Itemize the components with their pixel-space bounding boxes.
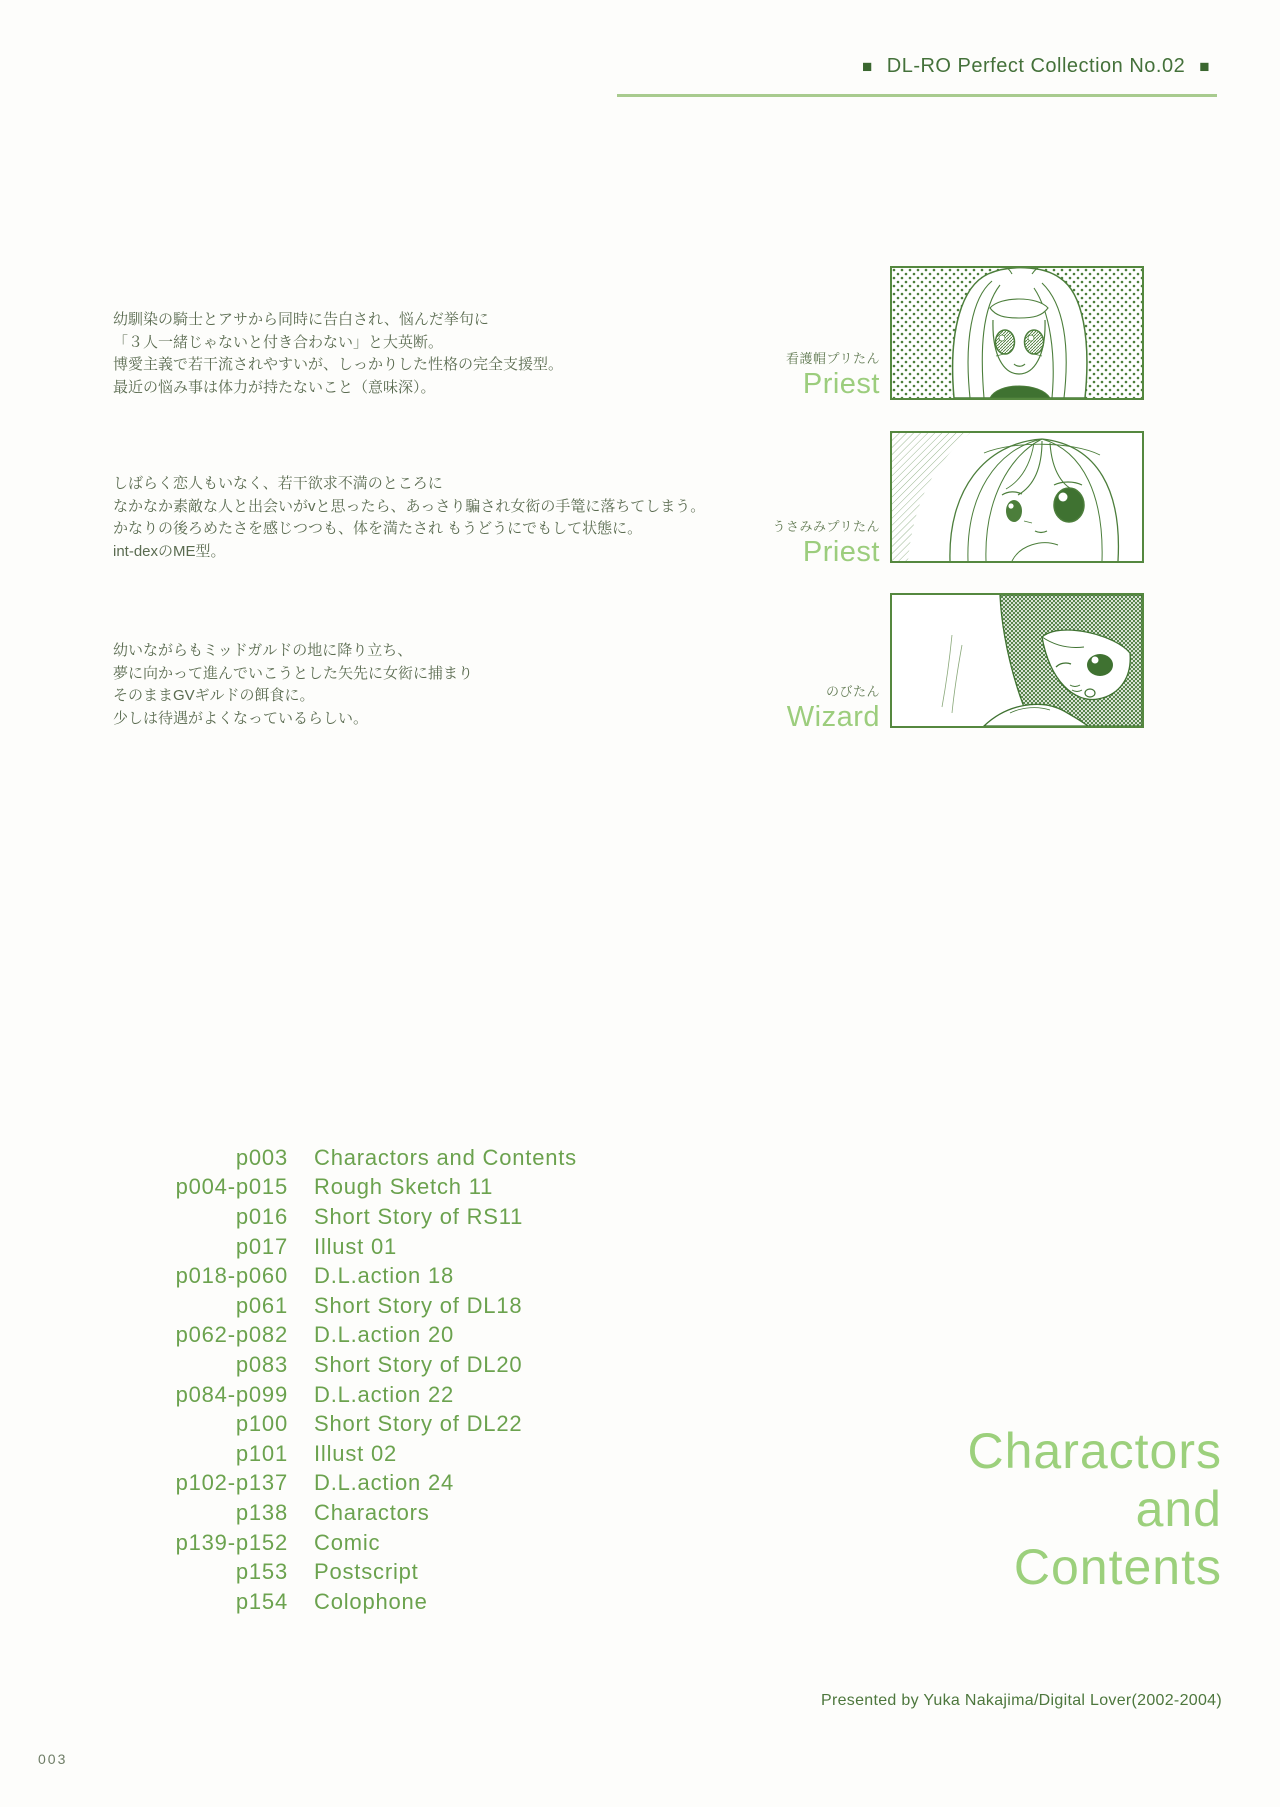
toc-pages: p153 — [235, 1559, 288, 1585]
toc-title: Rough Sketch 11 — [314, 1174, 494, 1200]
toc-title: Short Story of RS11 — [314, 1203, 524, 1229]
toc-title: Postscript — [314, 1559, 419, 1585]
character-2-label — [773, 516, 880, 567]
character-3-label — [787, 681, 880, 732]
anime-girl-halftone-sketch — [892, 268, 1142, 398]
toc-pages: p003 — [235, 1144, 288, 1170]
toc-title: Charactors and Contents — [314, 1144, 577, 1170]
character-class: Priest — [802, 536, 880, 568]
toc-row — [110, 1261, 577, 1291]
toc-pages: p101 — [235, 1440, 288, 1466]
toc-pages: p138 — [235, 1499, 288, 1525]
character-class: Priest — [802, 368, 880, 400]
toc-row — [110, 1557, 577, 1587]
page-number: 003 — [38, 1751, 68, 1767]
toc-pages: p100 — [235, 1411, 288, 1437]
toc-pages: p016 — [235, 1203, 288, 1229]
character-nickname: うさみみプリたん — [772, 519, 880, 534]
toc-pages: p004-p015 — [175, 1174, 288, 1200]
toc-pages: p017 — [235, 1233, 288, 1259]
toc-title: Illust 02 — [314, 1440, 398, 1466]
description-line: int-dexのME型。 — [113, 542, 226, 560]
character-2-description — [113, 473, 793, 563]
toc-pages: p154 — [235, 1588, 288, 1614]
section-title — [967, 1422, 1222, 1596]
anime-girl-halftone-sketch — [892, 433, 1142, 561]
header-divider — [617, 94, 1217, 97]
toc-row — [110, 1528, 577, 1558]
character-nickname: のびたん — [825, 684, 880, 699]
description-line: 幼いながらもミッドガルドの地に降り立ち、 — [113, 642, 413, 659]
page-header — [862, 55, 1210, 78]
table-of-contents — [110, 1143, 577, 1617]
toc-pages: p139-p152 — [175, 1529, 288, 1555]
description-line: 「３人一緒じゃないと付き合わない」と大英断。 — [113, 333, 444, 351]
toc-title: Short Story of DL22 — [314, 1411, 523, 1437]
toc-pages: p062-p082 — [175, 1322, 288, 1348]
toc-row — [110, 1498, 577, 1528]
credit-line: Presented by Yuka Nakajima/Digital Lover(2002-2004) — [820, 1692, 1222, 1709]
toc-row — [110, 1409, 577, 1439]
description-line: 最近の悩み事は体力が持たないこと（意味深）。 — [113, 378, 436, 396]
anime-girl-halftone-sketch — [892, 595, 1142, 726]
toc-pages: p018-p060 — [175, 1263, 288, 1289]
toc-row — [110, 1469, 577, 1499]
toc-pages: p102-p137 — [175, 1470, 288, 1496]
toc-row — [110, 1232, 577, 1262]
character-1-portrait — [890, 266, 1144, 400]
character-3-description — [113, 640, 793, 730]
header-title: DL-RO Perfect Collection No.02 — [886, 55, 1186, 77]
description-line: なかなか素敵な人と出会いがvと思ったら、あっさり騙され女衒の手篭に落ちてしまう。 — [113, 497, 706, 515]
toc-row — [110, 1321, 577, 1351]
toc-title: D.L.action 24 — [314, 1470, 455, 1496]
toc-title: Charactors — [314, 1499, 430, 1525]
toc-row — [110, 1291, 577, 1321]
character-nickname: 看護帽プリたん — [786, 351, 880, 366]
toc-title: Short Story of DL20 — [314, 1351, 523, 1377]
description-line: 博愛主義で若干流されやすいが、しっかりした性格の完全支援型。 — [113, 356, 564, 373]
toc-row — [110, 1350, 577, 1380]
square-bullet-icon: ■ — [1199, 57, 1210, 76]
description-line: かなりの後ろめたさを感じつつも、体を満たされ もうどうにでもして状態に。 — [113, 520, 643, 537]
section-title-line: Charactors — [967, 1423, 1222, 1479]
character-1-description — [113, 309, 793, 399]
toc-pages: p083 — [235, 1351, 288, 1377]
toc-row — [110, 1202, 577, 1232]
character-class: Wizard — [786, 701, 880, 733]
toc-title: D.L.action 22 — [314, 1381, 455, 1407]
description-line: 幼馴染の騎士とアサから同時に告白され、悩んだ挙句に — [113, 311, 489, 328]
toc-title: D.L.action 20 — [314, 1322, 455, 1348]
toc-pages: p061 — [235, 1292, 288, 1318]
character-2-portrait — [890, 431, 1144, 563]
toc-row — [110, 1173, 577, 1203]
toc-title: D.L.action 18 — [314, 1263, 455, 1289]
toc-title: Short Story of DL18 — [314, 1292, 523, 1318]
description-line: そのままGVギルドの餌食に。 — [113, 687, 315, 704]
section-title-line: Contents — [1013, 1539, 1222, 1595]
toc-pages: p084-p099 — [175, 1381, 288, 1407]
section-title-line: and — [1135, 1481, 1222, 1537]
toc-row — [110, 1380, 577, 1410]
character-3-portrait — [890, 593, 1144, 728]
toc-row — [110, 1439, 577, 1469]
description-line: 夢に向かって進んでいこうとした矢先に女衒に捕まり — [113, 664, 474, 682]
square-bullet-icon: ■ — [861, 57, 873, 76]
toc-title: Illust 01 — [314, 1233, 398, 1259]
toc-row — [110, 1143, 577, 1173]
toc-title: Colophone — [314, 1588, 428, 1614]
toc-title: Comic — [314, 1529, 381, 1555]
description-line: しばらく恋人もいなく、若干欲求不満のところに — [113, 475, 443, 492]
character-1-label — [786, 348, 880, 399]
description-line: 少しは待遇がよくなっているらしい。 — [113, 709, 369, 727]
toc-row — [110, 1587, 577, 1617]
